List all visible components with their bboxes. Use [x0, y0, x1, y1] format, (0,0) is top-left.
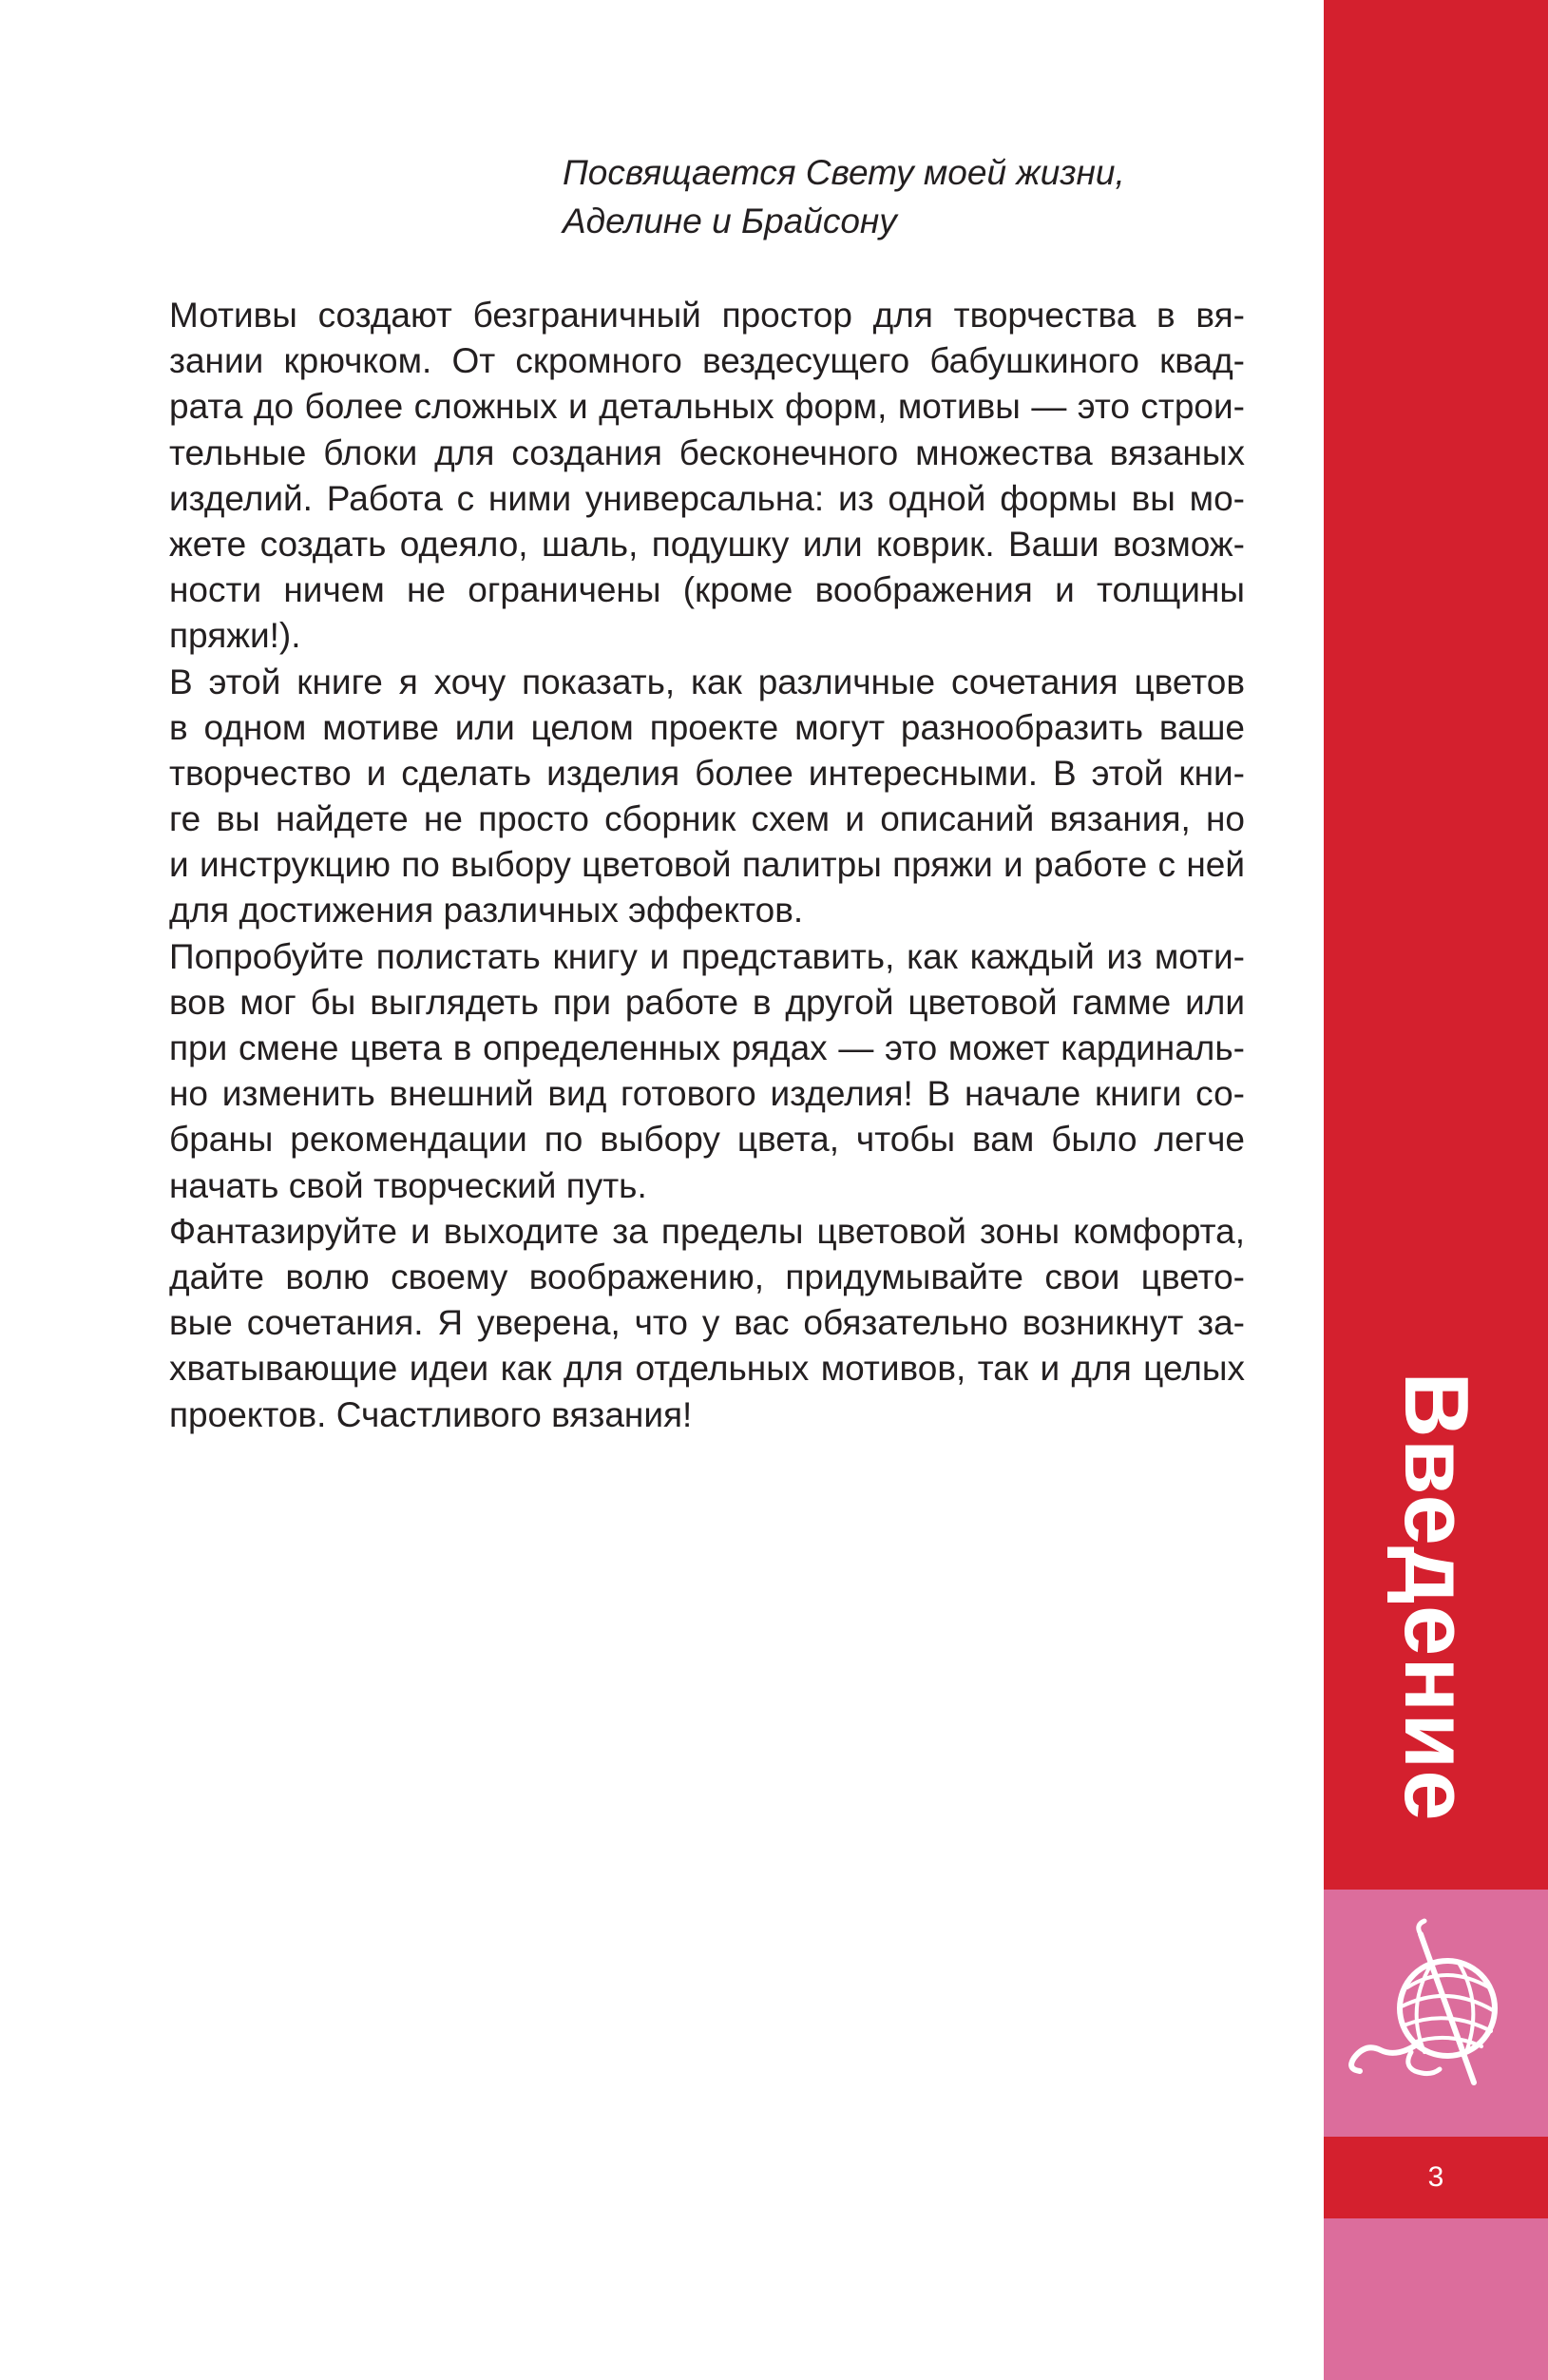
dedication-line: Аделине и Брайсону: [563, 202, 897, 240]
text-line: и инструкцию по выбору цветовой палитры пряжи и работе с ней: [169, 845, 1245, 885]
text-line: Попробуйте полистать книгу и представить, как каждый из моти-: [169, 936, 1245, 976]
text-line: проектов. Счастливого вязания!: [169, 1394, 693, 1434]
text-line: в одном мотиве или целом проекте могут разнообразить ваше: [169, 707, 1245, 747]
text-line: вые сочетания. Я уверена, что у вас обязательно возникнут за-: [169, 1303, 1245, 1343]
text-line: начать свой творческий путь.: [169, 1165, 647, 1205]
paragraph: [169, 1209, 1245, 1438]
text-line: ности ничем не ограничены (кроме воображения и толщины: [169, 570, 1245, 610]
text-line: при смене цвета в определенных рядах — это может кардиналь-: [169, 1028, 1245, 1067]
paragraph: [169, 660, 1245, 934]
text-line: для достижения различных эффектов.: [169, 891, 804, 931]
text-line: тельные блоки для создания бесконечного множества вязаных: [169, 432, 1245, 472]
text-line: пряжи!).: [169, 616, 301, 656]
text-line: творчество и сделать изделия более интересными. В этой кни-: [169, 753, 1245, 793]
text-line: изделий. Работа с ними универсальна: из одной формы вы мо-: [169, 478, 1245, 518]
sidebar-title-band: [1324, 0, 1548, 1890]
section-title: Введение: [1386, 1372, 1487, 1822]
text-line: вов мог бы выглядеть при работе в другой цветовой гамме или: [169, 982, 1245, 1022]
text-line: зании крючком. От скромного вездесущего бабушкиного квад-: [169, 341, 1245, 381]
text-line: дайте волю своему воображению, придумывайте свои цвето-: [169, 1257, 1245, 1296]
text-line: браны рекомендации по выбору цвета, чтобы вам было легче: [169, 1120, 1245, 1160]
text-line: жете создать одеяло, шаль, подушку или коврик. Ваши возмож-: [169, 524, 1245, 564]
text-line: Фантазируйте и выходите за пределы цветовой зоны комфорта,: [169, 1211, 1245, 1251]
sidebar-icon-band: [1324, 1890, 1548, 2137]
page-number: 3: [1427, 2161, 1444, 2193]
paragraph: [169, 293, 1245, 660]
dedication-line: Посвящается Свету моей жизни,: [563, 153, 1125, 192]
page-number-band: [1324, 2137, 1548, 2218]
yarn-ball-crochet-hook-icon: [1341, 1904, 1531, 2122]
text-line: В этой книге я хочу показать, как различные сочетания цветов: [169, 662, 1245, 701]
text-line: Мотивы создают безграничный простор для творчества в вя-: [169, 296, 1245, 335]
sidebar-bottom-band: [1324, 2218, 1548, 2380]
text-line: ге вы найдете не просто сборник схем и описаний вязания, но: [169, 799, 1245, 839]
text-line: рата до более сложных и детальных форм, мотивы — это строи-: [169, 387, 1245, 427]
text-line: хватывающие идеи как для отдельных мотивов, так и для целых: [169, 1349, 1245, 1389]
body-text: [169, 293, 1245, 1438]
dedication: [563, 148, 1228, 245]
paragraph: [169, 934, 1245, 1209]
text-line: но изменить внешний вид готового изделия! В начале книги со-: [169, 1074, 1245, 1114]
